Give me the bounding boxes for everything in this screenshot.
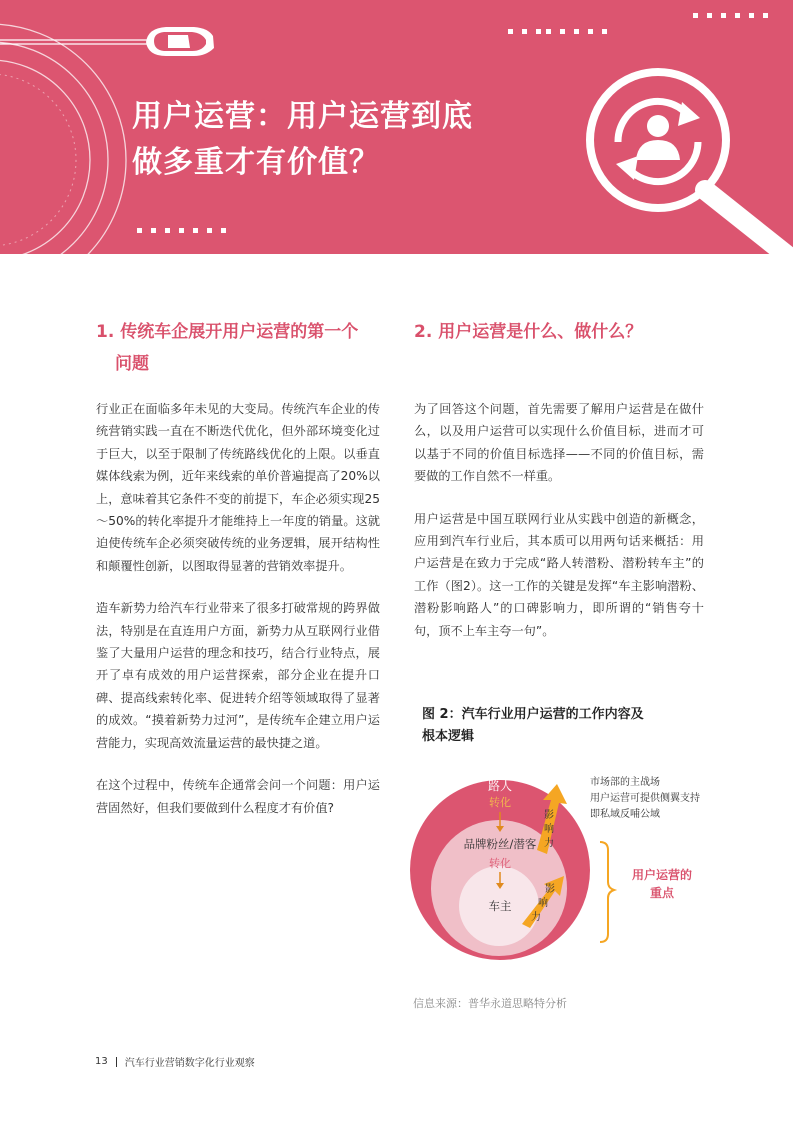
magnifier-user-cycle-icon bbox=[560, 60, 793, 254]
section-heading-1-line-2: 问题 bbox=[115, 354, 149, 374]
outer-label: 路人 bbox=[487, 779, 513, 793]
side-note-line: 即私域反哺公域 bbox=[590, 809, 660, 820]
influence-1-char: 响 bbox=[544, 824, 554, 835]
middle-label: 品牌粉丝/潜客 bbox=[463, 837, 537, 851]
report-title: 汽车行业营销数字化行业观察 bbox=[124, 1058, 255, 1069]
focus-label bbox=[626, 866, 698, 902]
focus-bracket bbox=[600, 842, 614, 942]
influence-1-char: 力 bbox=[544, 838, 554, 849]
section-heading-1-number: 1. bbox=[96, 322, 115, 342]
convert-label-1: 转化 bbox=[489, 796, 511, 809]
decor-dots-top-mid-a bbox=[508, 29, 541, 34]
figure-source: 信息来源：普华永道思略特分析 bbox=[413, 997, 567, 1010]
influence-2-char: 影 bbox=[545, 884, 555, 895]
right-column bbox=[414, 316, 704, 662]
side-note bbox=[590, 775, 700, 823]
influence-2-char: 响 bbox=[538, 898, 548, 909]
inner-label: 车主 bbox=[488, 899, 512, 913]
convert-label-2: 转化 bbox=[489, 857, 511, 870]
page-number: 13 bbox=[95, 1056, 108, 1067]
figure-title-line-1: 图 2：汽车行业用户运营的工作内容及 bbox=[422, 707, 644, 722]
paragraph: 在这个过程中，传统车企通常会问一个问题：用户运营固然好，但我们要做到什么程度才有价值? bbox=[96, 778, 380, 815]
paragraph: 用户运营是中国互联网行业从实践中创造的新概念，应用到汽车行业后，其本质可以用两句话来概括：用户运营是在致力于完成“路人转潜粉、潜粉转车主”的工作（图2）。这一工作的关键是发挥“车主影响潜粉、潜粉影响路人”的口碑影响力，即所谓的“销售夸十句，顶不上车主夸一句”。 bbox=[414, 511, 704, 638]
paragraph: 行业正在面临多年未见的大变局。传统汽车企业的传统营销实践一直在不断迭代优化，但外部环境变化过于巨大，以至于限制了传统路线优化的上限。以垂直媒体线索为例，近年来线索的单价普遍提高了20%以上，意味着其它条件不变的前提下，车企必须实现25～50%的转化率提升才能维持上一年度的销量。这就迫使传统车企必须突破传统的业务逻辑，展开结构性和颠覆性创新，以图取得显著的营销效率提升。 bbox=[96, 402, 380, 573]
section-heading-1-line-1: 传统车企展开用户运营的第一个 bbox=[120, 322, 359, 342]
paragraph: 造车新势力给汽车行业带来了很多打破常规的跨界做法，特别是在直连用户方面，新势力从互联网行业借鉴了大量用户运营的理念和技巧，结合行业特点，展开了卓有成效的用户运营探索，部分企业在提升口碑、提高线索转化率、促进转介绍等领域取得了显著的成效。“摸着新势力过河”，是传统车企建立用户运营能力，实现高效流量运营的最快捷之道。 bbox=[96, 601, 380, 750]
side-note-line: 用户运营可提供侧翼支持 bbox=[590, 793, 700, 804]
paragraph: 为了回答这个问题，首先需要了解用户运营是在做什么，以及用户运营可以实现什么价值目标，进而才可以基于不同的价值目标选择——不同的价值目标，需要做的工作自然不一样重。 bbox=[414, 402, 704, 484]
focus-label-line-2: 重点 bbox=[649, 886, 674, 900]
section-heading-2: 2. 用户运营是什么、做什么？ bbox=[414, 322, 643, 342]
side-note-line: 市场部的主战场 bbox=[590, 777, 660, 788]
decor-dots-top-right bbox=[693, 13, 768, 18]
page-title-line-2: 做多重才有价值？ bbox=[132, 145, 380, 180]
car-icon bbox=[140, 22, 218, 62]
section-heading-1 bbox=[96, 316, 380, 398]
decor-dots-bottom-left bbox=[137, 228, 226, 233]
figure-title bbox=[422, 704, 702, 748]
influence-2-char: 力 bbox=[531, 912, 541, 923]
footer-divider bbox=[116, 1057, 117, 1067]
page-title bbox=[132, 94, 552, 186]
focus-label-line-1: 用户运营的 bbox=[631, 868, 692, 882]
influence-1-char: 影 bbox=[544, 810, 554, 821]
header-banner bbox=[0, 0, 793, 254]
left-column bbox=[96, 316, 380, 839]
decor-dots-top-mid-b bbox=[546, 29, 607, 34]
page-title-line-1: 用户运营：用户运营到底 bbox=[132, 99, 473, 134]
page-footer bbox=[95, 1054, 255, 1069]
funnel-circle-diagram bbox=[410, 770, 620, 970]
figure-title-line-2: 根本逻辑 bbox=[422, 729, 475, 744]
